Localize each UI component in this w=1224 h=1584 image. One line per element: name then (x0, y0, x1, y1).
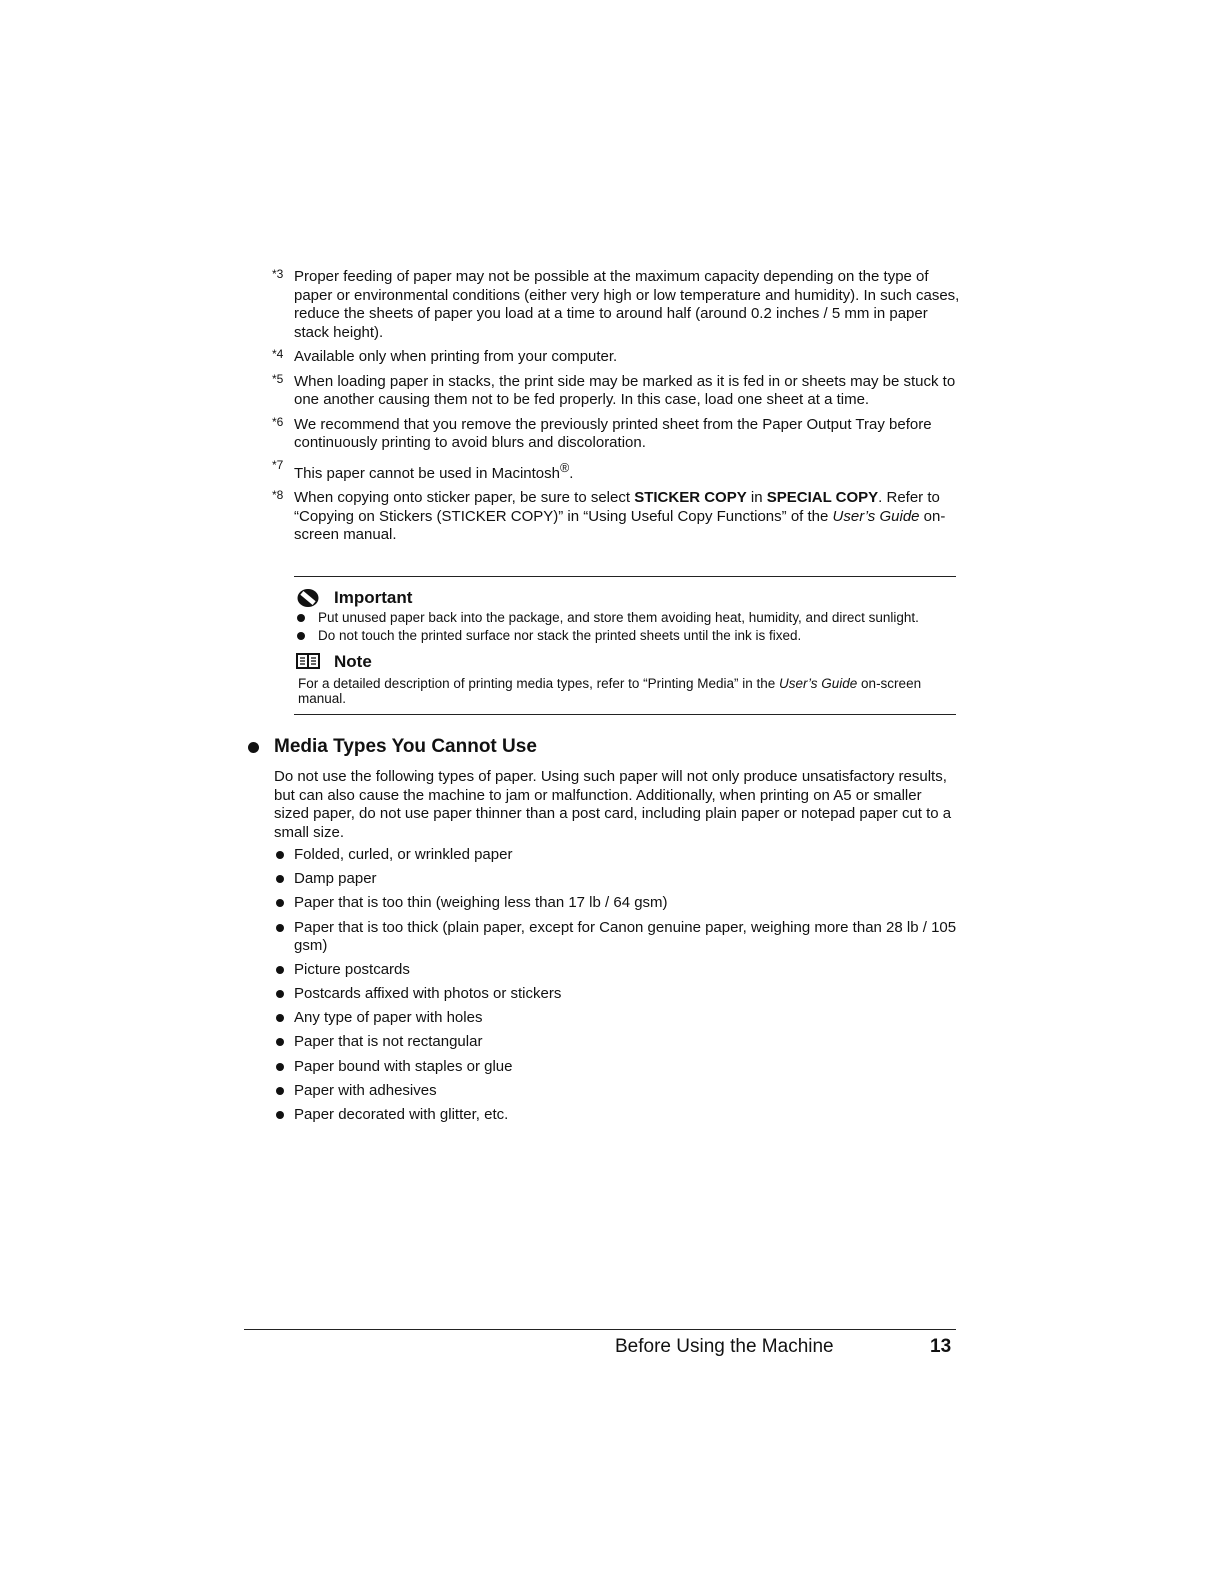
list-item: Paper that is too thin (weighing less than 17 lb / 64 gsm) (274, 894, 964, 912)
footnote-4 (272, 348, 962, 367)
footnote-mark: *5 (272, 371, 284, 386)
footnote-mark: *6 (272, 414, 284, 429)
footnote-7 (272, 459, 962, 484)
page-number: 13 (930, 1336, 952, 1357)
important-title: Important (334, 588, 413, 607)
list-item: Do not touch the printed surface nor stack the printed sheets until the ink is fixed. (294, 629, 956, 643)
footnote-text: . Refer to “Copying on Stickers (STICKER COPY)” in “Using Useful Copy Functions” of the (294, 489, 940, 525)
sticker-copy-label: STICKER COPY (634, 489, 747, 506)
section-title: Media Types You Cannot Use (274, 736, 537, 757)
list-item: Paper that is too thick (plain paper, except for Canon genuine paper, weighing more than 28 lb / 105 gsm) (274, 919, 964, 955)
list-item: Paper with adhesives (274, 1082, 964, 1100)
footnote-text: When copying onto sticker paper, be sure to select (294, 489, 635, 506)
footer-divider (244, 1329, 956, 1330)
note-heading (296, 651, 956, 673)
footnote-mark: *4 (272, 347, 284, 361)
footnote-text: Available only when printing from your computer. (294, 348, 618, 365)
footnote-text: We recommend that you remove the previously printed sheet from the Paper Output Tray before continuously printing to avoid blurs and discoloration. (294, 415, 932, 451)
footnote-text: in (746, 489, 767, 506)
footnote-text: Proper feeding of paper may not be possible at the maximum capacity depending on the type of paper or environmental conditions (either very high or low temperature and humidity). In such cases, reduce the sheets of paper you load at a time to around half (around 0.2 inches / 5 mm in paper stack height). (294, 268, 960, 341)
important-heading (296, 587, 956, 609)
note-text-part: on-screen manual. (298, 676, 922, 706)
list-item: Folded, curled, or wrinkled paper (274, 846, 964, 864)
footnote-mark: *3 (272, 267, 284, 281)
media-types-list (274, 846, 964, 1130)
list-item: Paper that is not rectangular (274, 1033, 964, 1051)
registered-mark: ® (560, 460, 570, 475)
special-copy-label: SPECIAL COPY (766, 489, 879, 506)
list-item: Paper decorated with glitter, etc. (274, 1106, 964, 1124)
list-item: Put unused paper back into the package, and store them avoiding heat, humidity, and direct sunlight. (294, 611, 956, 625)
note-text-part: For a detailed description of printing media types, refer to “Printing Media” in the (298, 676, 779, 691)
footnote-tail: . (569, 464, 574, 482)
note-book-icon (296, 652, 320, 672)
footnote-3 (272, 268, 962, 342)
footnote-text: on-screen manual. (294, 507, 946, 543)
important-list (294, 611, 956, 643)
footnote-8 (272, 489, 962, 545)
important-note-box (294, 576, 956, 715)
footnote-text: When loading paper in stacks, the print side may be marked as it is fed in or sheets may be stuck to one another causing them not to be fed properly. In this case, load one sheet at a time. (294, 372, 956, 408)
note-title: Note (334, 652, 372, 671)
footnote-6 (272, 416, 962, 453)
list-item: Picture postcards (274, 961, 964, 979)
note-text (298, 677, 956, 706)
list-item: Postcards affixed with photos or stickers (274, 985, 964, 1003)
section-heading (248, 736, 537, 758)
footer-title: Before Using the Machine (615, 1336, 834, 1357)
section-intro: Do not use the following types of paper. Using such paper will not only produce unsatisfactory results, but can also cause the machine to jam or malfunction. Additionally, when printing on A5 or smaller sized paper, do not use paper thinner than a post card, including plain paper or notepad paper cut to a small size. (274, 768, 952, 841)
footnote-mark: *7 (272, 457, 284, 472)
footnote-text: This paper cannot be used in Macintosh (294, 464, 560, 482)
list-item: Paper bound with staples or glue (274, 1058, 964, 1076)
bullet-icon (248, 742, 259, 753)
footnote-mark: *8 (272, 488, 284, 502)
footnotes (272, 268, 962, 551)
users-guide-title: User’s Guide (832, 507, 920, 525)
important-icon (296, 588, 320, 608)
users-guide-title: User’s Guide (779, 676, 858, 691)
footnote-5 (272, 373, 962, 410)
list-item: Any type of paper with holes (274, 1009, 964, 1027)
list-item: Damp paper (274, 870, 964, 888)
